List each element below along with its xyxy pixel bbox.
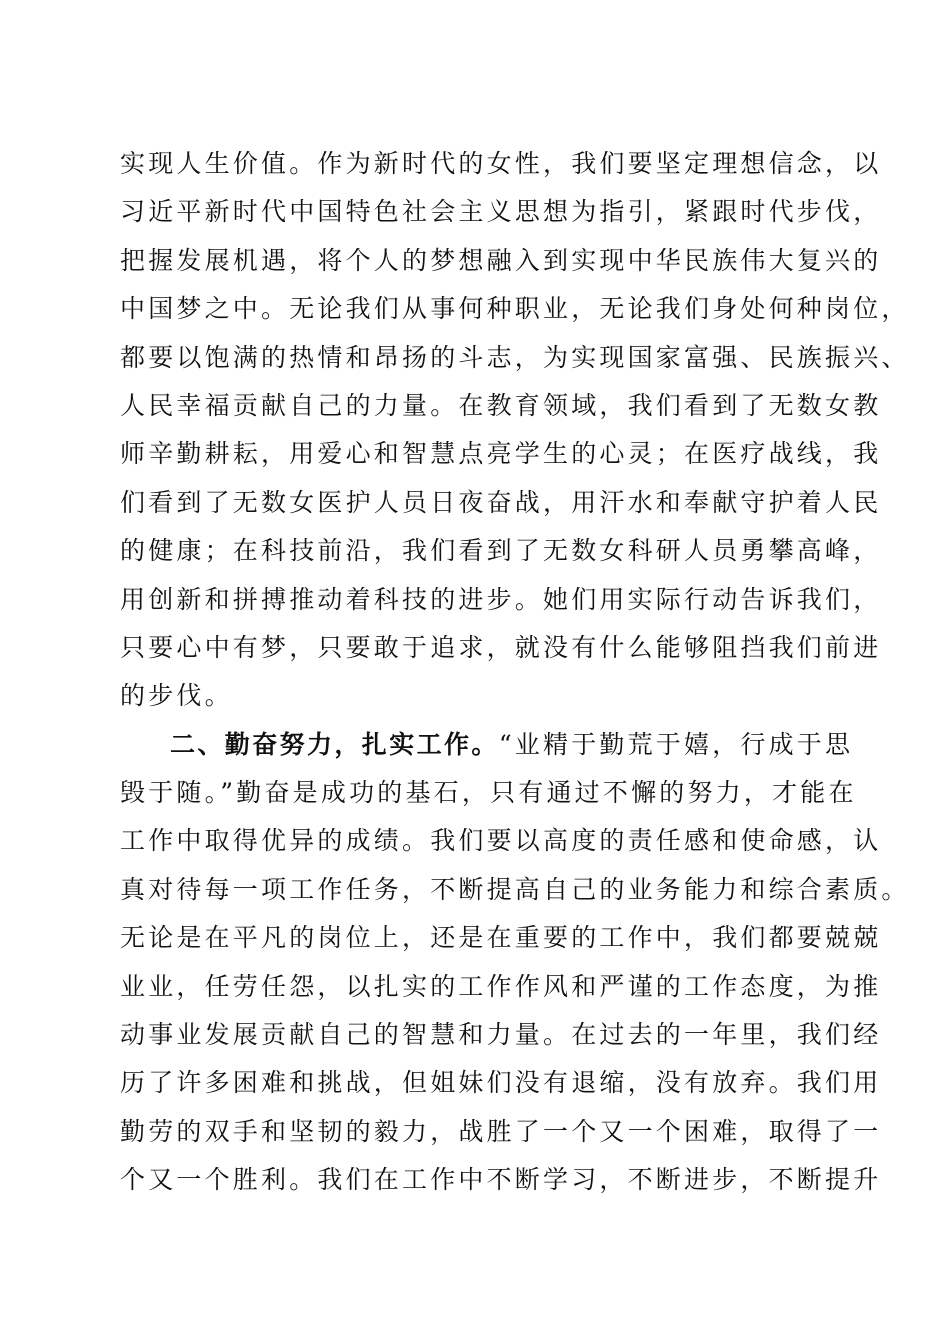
text-line: 动事业发展贡献自己的智慧和力量。在过去的一年里，我们经 (120, 1020, 882, 1050)
text-line: 毁于随。”勤奋是成功的基石，只有通过不懈的努力，才能在 (120, 778, 857, 808)
section-heading: 二、勤奋努力，扎实工作。 (170, 729, 499, 759)
text-line: 历了许多困难和挑战，但姐妹们没有退缩，没有放弃。我们用 (120, 1068, 882, 1098)
paragraph-2-first-line (120, 721, 854, 769)
text-line: 勤劳的双手和坚韧的毅力，战胜了一个又一个困难，取得了一 (120, 1116, 882, 1146)
text-line: 师辛勤耕耘，用爱心和智慧点亮学生的心灵；在医疗战线，我 (120, 439, 882, 469)
text-line: 的步伐。 (120, 681, 233, 711)
text-line: 把握发展机遇，将个人的梦想融入到实现中华民族伟大复兴的 (120, 245, 882, 275)
text-line: 人民幸福贡献自己的力量。在教育领域，我们看到了无数女教 (120, 390, 882, 420)
text-line: 无论是在平凡的岗位上，还是在重要的工作中，我们都要兢兢 (120, 923, 882, 953)
quote-start: “业精于勤荒于嬉，行成于思 (498, 729, 854, 759)
text-line: 的健康；在科技前沿，我们看到了无数女科研人员勇攀高峰， (120, 536, 882, 566)
text-line: 工作中取得优异的成绩。我们要以高度的责任感和使命感，认 (120, 826, 882, 856)
text-line: 习近平新时代中国特色社会主义思想为指引，紧跟时代步伐， (120, 197, 882, 227)
text-line: 实现人生价值。作为新时代的女性，我们要坚定理想信念，以 (120, 149, 882, 178)
text-line: 业业，任劳任怨，以扎实的工作作风和严谨的工作态度，为推 (120, 971, 882, 1001)
text-line: 个又一个胜利。我们在工作中不断学习，不断进步，不断提升 (120, 1165, 882, 1195)
paragraph-2 (120, 721, 910, 1205)
text-line: 真对待每一项工作任务，不断提高自己的业务能力和综合素质。 (120, 874, 910, 904)
text-line: 用创新和拼搏推动着科技的进步。她们用实际行动告诉我们， (120, 584, 882, 614)
paragraph-1 (120, 140, 910, 721)
text-line: 中国梦之中。无论我们从事何种职业，无论我们身处何种岗位， (120, 294, 910, 324)
text-line: 们看到了无数女医护人员日夜奋战，用汗水和奉献守护着人民 (120, 487, 882, 517)
text-line: 只要心中有梦，只要敢于追求，就没有什么能够阻挡我们前进 (120, 632, 882, 662)
text-line: 都要以饱满的热情和昂扬的斗志，为实现国家富强、民族振兴、 (120, 342, 910, 372)
body-text (120, 140, 910, 1205)
